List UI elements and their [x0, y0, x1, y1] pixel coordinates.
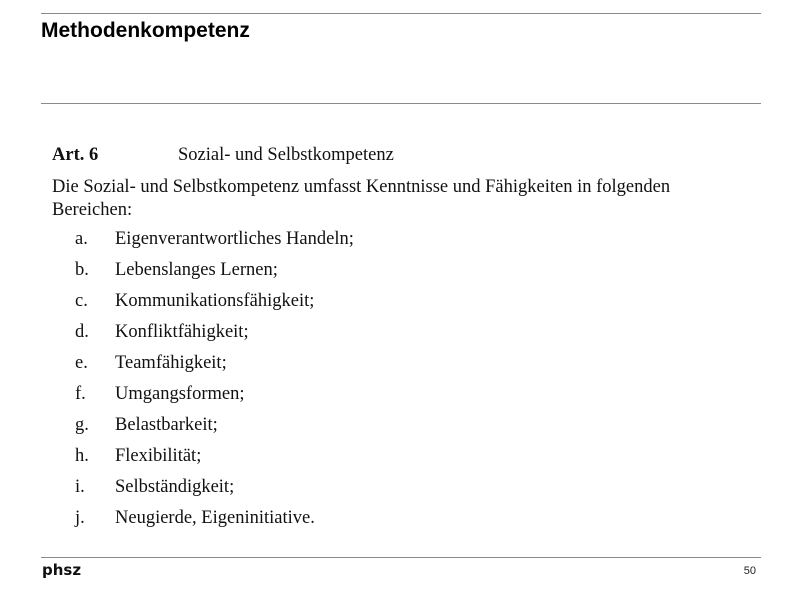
page-number: 50 [743, 565, 756, 577]
list-item-text: Belastbarkeit; [115, 415, 218, 435]
list-item-label: i. [75, 477, 85, 497]
list-item-label: g. [75, 415, 89, 435]
list-item-text: Neugierde, Eigeninitiative. [115, 508, 315, 528]
list-item-text: Eigenverantwortliches Handeln; [115, 229, 354, 249]
list-item-label: f. [75, 384, 86, 404]
top-rule [41, 13, 761, 14]
article-intro: Die Sozial- und Selbstkompetenz umfasst Kenntnisse und Fähigkeiten in folgenden Bereichen: [52, 177, 671, 220]
list-item-label: b. [75, 260, 89, 280]
list-item-label: h. [75, 446, 89, 466]
slide-title: Methodenkompetenz [41, 19, 250, 42]
title-underline-rule [41, 103, 761, 104]
list-item-text: Selbständigkeit; [115, 477, 235, 497]
list-item-text: Teamfähigkeit; [115, 353, 227, 373]
list-item-label: d. [75, 322, 89, 342]
list-item-label: a. [75, 229, 88, 249]
list-item-text: Kommunikationsfähigkeit; [115, 291, 315, 311]
list-item-text: Lebenslanges Lernen; [115, 260, 278, 280]
article-number: Art. 6 [52, 145, 99, 165]
article-title: Sozial- und Selbstkompetenz [178, 145, 394, 165]
list-item-text: Flexibilität; [115, 446, 202, 466]
article-heading [52, 145, 752, 171]
list-item-label: j. [75, 508, 85, 528]
list-item-text: Konfliktfähigkeit; [115, 322, 249, 342]
list-item-text: Umgangsformen; [115, 384, 245, 404]
list-item-label: c. [75, 291, 88, 311]
phsz-logo: phsz [42, 561, 82, 579]
footer-rule [41, 557, 761, 558]
list-item-label: e. [75, 353, 88, 373]
